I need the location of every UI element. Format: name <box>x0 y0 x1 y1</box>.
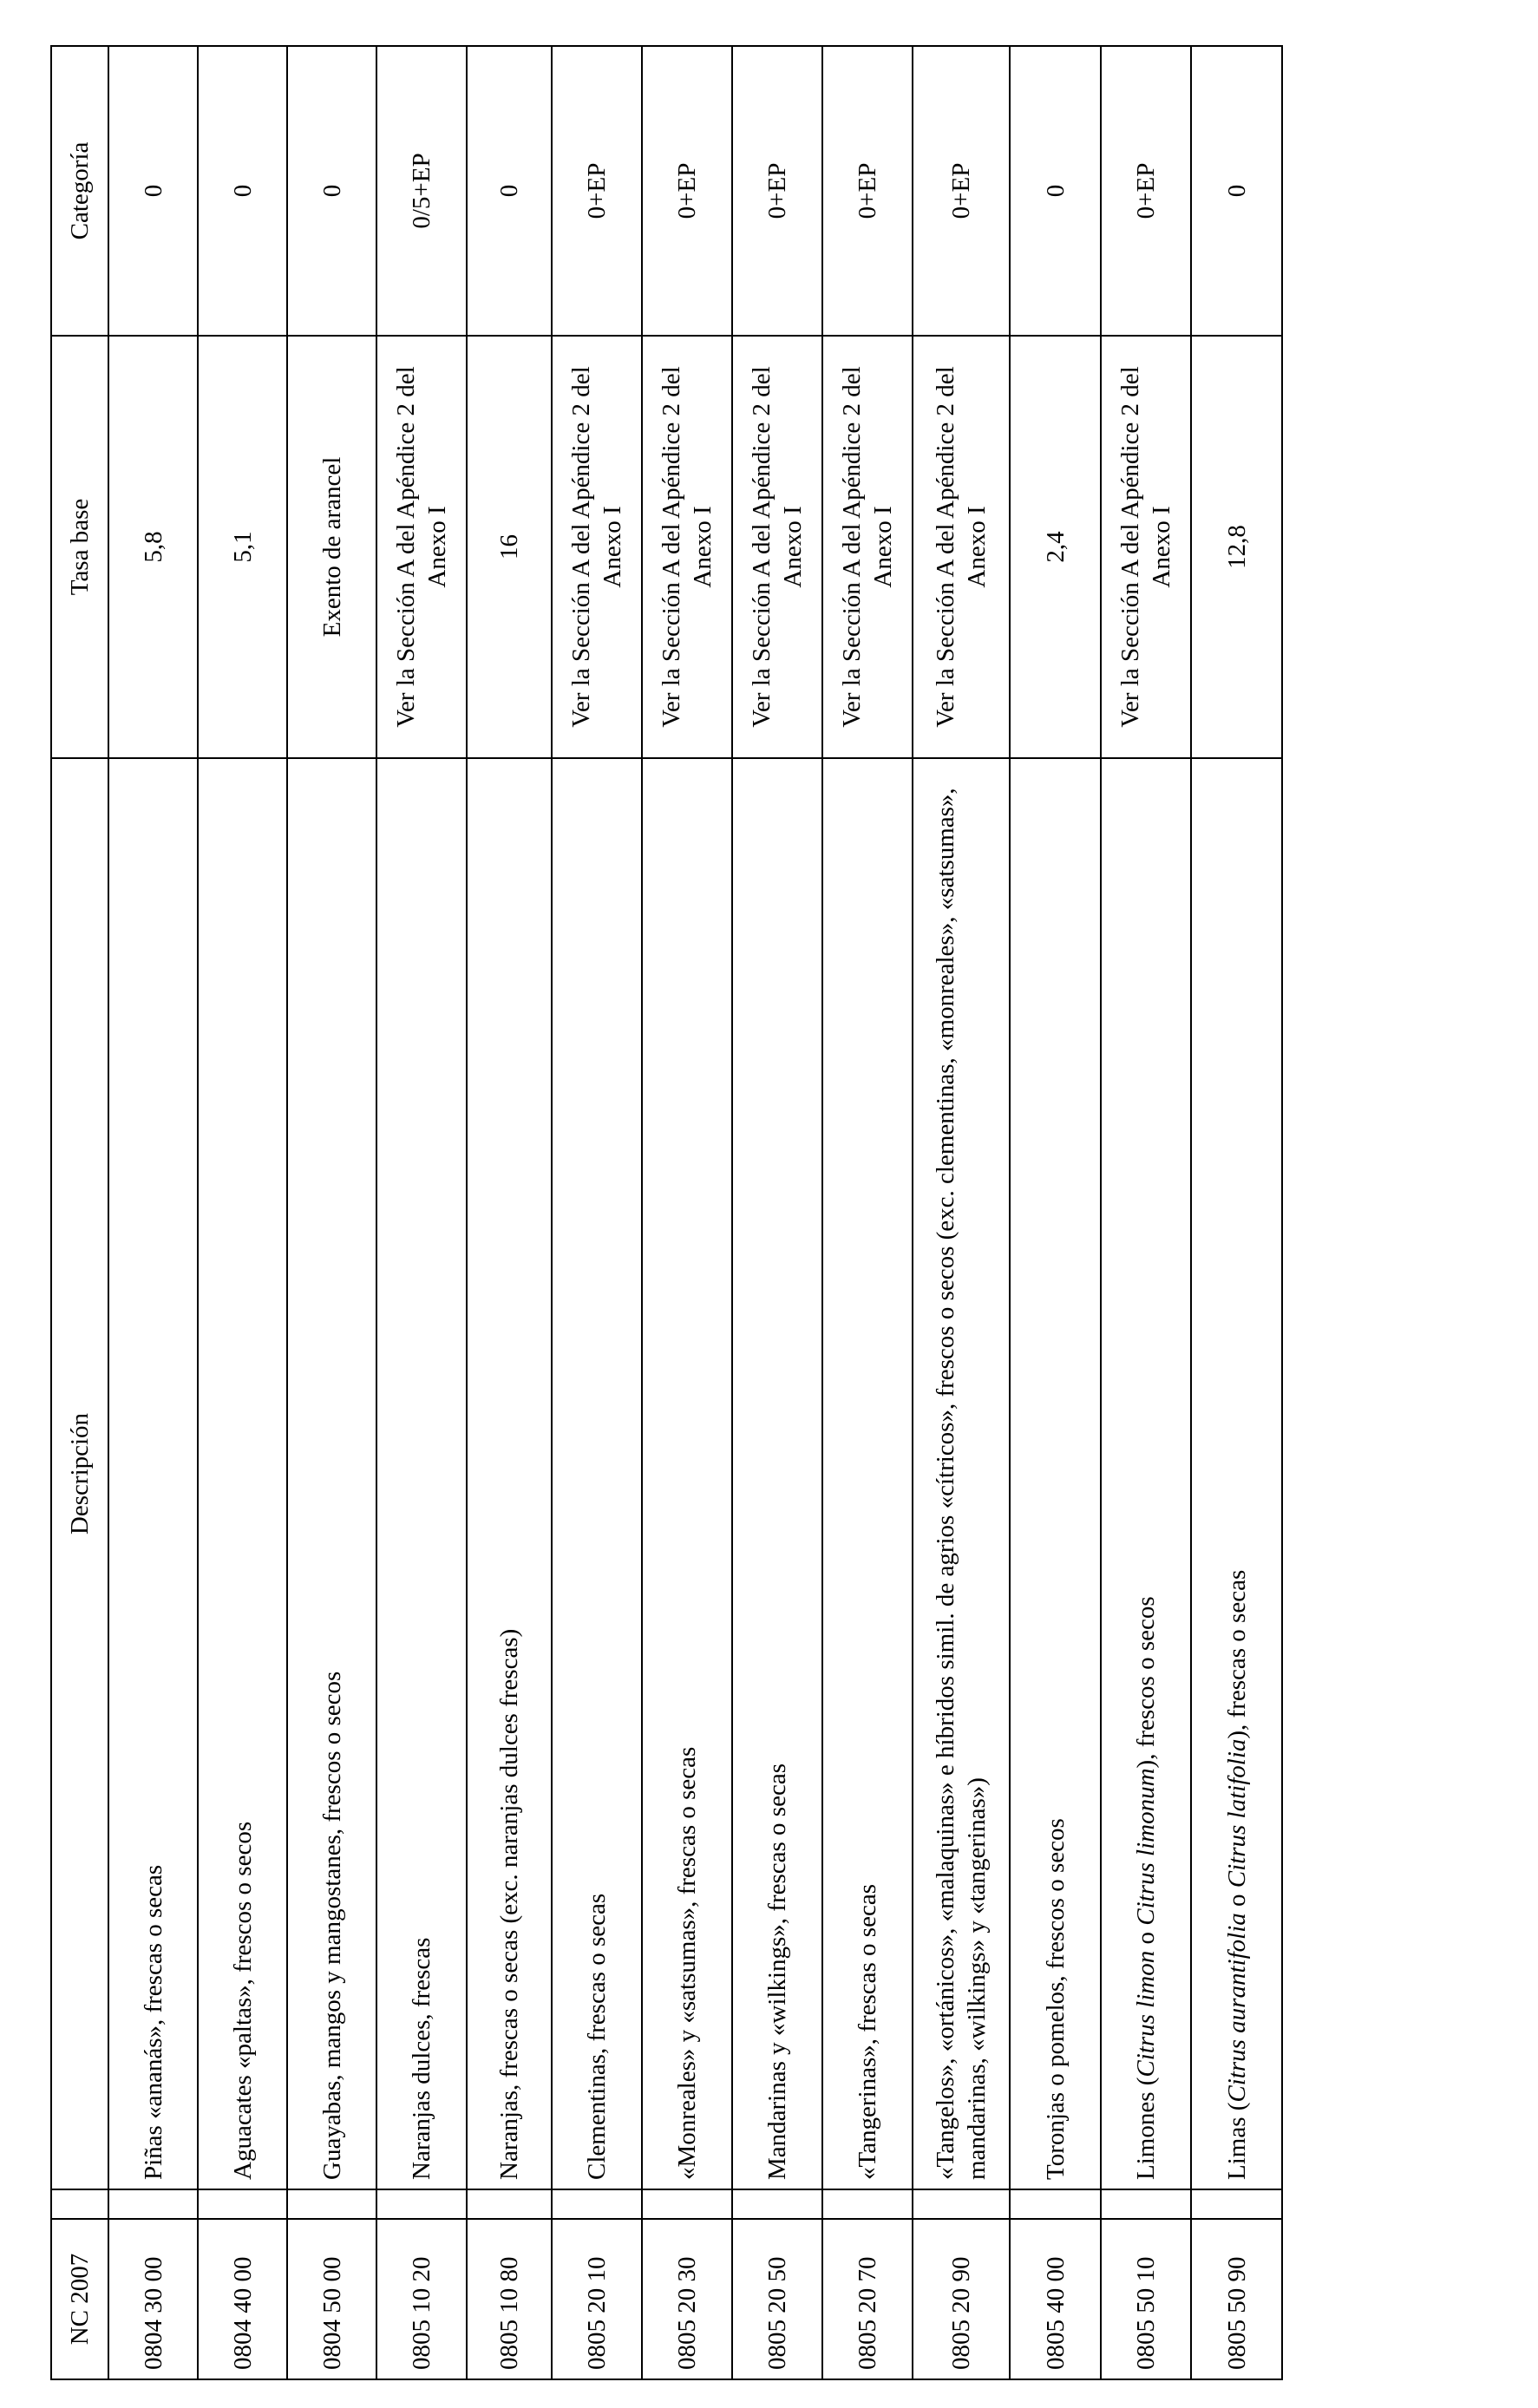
cell-code: 0804 50 00 <box>287 2219 376 2379</box>
table-row <box>913 46 1010 2379</box>
cell-gap <box>1191 2189 1282 2219</box>
cell-gap <box>732 2189 822 2219</box>
cell-code: 0805 10 20 <box>376 2219 467 2379</box>
cell-category: 0+EP <box>552 46 642 336</box>
cell-category: 0 <box>1191 46 1282 336</box>
scientific-name: Citrus limonum <box>1132 1768 1160 1926</box>
header-code: NC 2007 <box>51 2219 108 2379</box>
header-description: Descripción <box>51 758 108 2189</box>
cell-category: 0/5+EP <box>376 46 467 336</box>
description-text: ), frescos o secos <box>1132 1596 1160 1769</box>
cell-description: «Tangelos», «ortánicos», «malaquinas» e híbridos simil. de agrios «cítricos», frescos o secos (exc. clementinas, «monreales», «satsumas», mandarinas, «wilkings» y «tangerinas») <box>913 758 1010 2189</box>
cell-gap <box>642 2189 732 2219</box>
cell-code: 0805 50 10 <box>1101 2219 1191 2379</box>
cell-code: 0805 40 00 <box>1010 2219 1101 2379</box>
cell-base-rate: Ver la Sección A del Apéndice 2 del Anexo I <box>1101 336 1191 758</box>
cell-base-rate: Ver la Sección A del Apéndice 2 del Anexo I <box>822 336 913 758</box>
table-row <box>642 46 732 2379</box>
cell-gap <box>198 2189 287 2219</box>
cell-code: 0805 20 30 <box>642 2219 732 2379</box>
description-text: o <box>1132 1925 1160 1951</box>
table-row <box>1191 46 1282 2379</box>
table-header-row <box>51 46 108 2379</box>
cell-code: 0805 20 90 <box>913 2219 1010 2379</box>
cell-description: «Monreales» y «satsumas», frescas o secas <box>642 758 732 2189</box>
cell-description <box>1191 758 1282 2189</box>
cell-category: 0 <box>287 46 376 336</box>
cell-gap <box>913 2189 1010 2219</box>
cell-category: 0+EP <box>913 46 1010 336</box>
cell-gap <box>822 2189 913 2219</box>
table-row <box>108 46 198 2379</box>
table-row <box>732 46 822 2379</box>
cell-category: 0 <box>108 46 198 336</box>
cell-base-rate: Ver la Sección A del Apéndice 2 del Anexo I <box>552 336 642 758</box>
cell-description: Aguacates «paltas», frescos o secos <box>198 758 287 2189</box>
cell-code: 0804 30 00 <box>108 2219 198 2379</box>
cell-base-rate: 16 <box>467 336 552 758</box>
cell-description: Clementinas, frescas o secas <box>552 758 642 2189</box>
scientific-name: Citrus latifolia <box>1222 1738 1251 1888</box>
description-text: Limones ( <box>1132 2077 1160 2180</box>
cell-code: 0805 10 80 <box>467 2219 552 2379</box>
cell-description: Mandarinas y «wilkings», frescas o secas <box>732 758 822 2189</box>
cell-base-rate: 12,8 <box>1191 336 1282 758</box>
scientific-name: Citrus limon <box>1132 1950 1160 2078</box>
header-category: Categoría <box>51 46 108 336</box>
cell-gap <box>1010 2189 1101 2219</box>
cell-code: 0804 40 00 <box>198 2219 287 2379</box>
cell-category: 0+EP <box>642 46 732 336</box>
cell-base-rate: Ver la Sección A del Apéndice 2 del Anexo I <box>732 336 822 758</box>
cell-gap <box>287 2189 376 2219</box>
cell-code: 0805 20 10 <box>552 2219 642 2379</box>
cell-base-rate: Ver la Sección A del Apéndice 2 del Anexo I <box>642 336 732 758</box>
cell-gap <box>1101 2189 1191 2219</box>
cell-base-rate: Ver la Sección A del Apéndice 2 del Anexo I <box>913 336 1010 758</box>
table-row <box>198 46 287 2379</box>
cell-category: 0 <box>467 46 552 336</box>
cell-base-rate: 5,8 <box>108 336 198 758</box>
cell-base-rate: Ver la Sección A del Apéndice 2 del Anexo I <box>376 336 467 758</box>
header-gap <box>51 2189 108 2219</box>
cell-base-rate: 5,1 <box>198 336 287 758</box>
table-row <box>1010 46 1101 2379</box>
cell-description: Toronjas o pomelos, frescos o secos <box>1010 758 1101 2189</box>
cell-category: 0 <box>1010 46 1101 336</box>
cell-code: 0805 20 70 <box>822 2219 913 2379</box>
cell-base-rate: Exento de arancel <box>287 336 376 758</box>
cell-category: 0+EP <box>822 46 913 336</box>
table-row <box>822 46 913 2379</box>
cell-gap <box>108 2189 198 2219</box>
cell-gap <box>467 2189 552 2219</box>
table-row <box>376 46 467 2379</box>
table-row <box>467 46 552 2379</box>
description-text: Limas ( <box>1222 2102 1251 2180</box>
table-row <box>287 46 376 2379</box>
cell-category: 0+EP <box>1101 46 1191 336</box>
rotated-page <box>50 47 1251 2380</box>
header-base-rate: Tasa base <box>51 336 108 758</box>
cell-gap <box>376 2189 467 2219</box>
cell-description: Guayabas, mangos y mangostanes, frescos o secos <box>287 758 376 2189</box>
scientific-name: Citrus aurantifolia <box>1222 1913 1251 2103</box>
cell-description: Piñas «ananás», frescas o secas <box>108 758 198 2189</box>
description-text: ), frescas o secas <box>1222 1569 1251 1739</box>
cell-description <box>1101 758 1191 2189</box>
cell-description: Naranjas dulces, frescas <box>376 758 467 2189</box>
cell-category: 0 <box>198 46 287 336</box>
table-row <box>1101 46 1191 2379</box>
cell-category: 0+EP <box>732 46 822 336</box>
cell-code: 0805 50 90 <box>1191 2219 1282 2379</box>
cell-description: «Tangerinas», frescas o secas <box>822 758 913 2189</box>
description-text: o <box>1222 1888 1251 1914</box>
cell-base-rate: 2,4 <box>1010 336 1101 758</box>
cell-code: 0805 20 50 <box>732 2219 822 2379</box>
tariff-table <box>50 45 1283 2380</box>
table-row <box>552 46 642 2379</box>
cell-gap <box>552 2189 642 2219</box>
cell-description: Naranjas, frescas o secas (exc. naranjas dulces frescas) <box>467 758 552 2189</box>
